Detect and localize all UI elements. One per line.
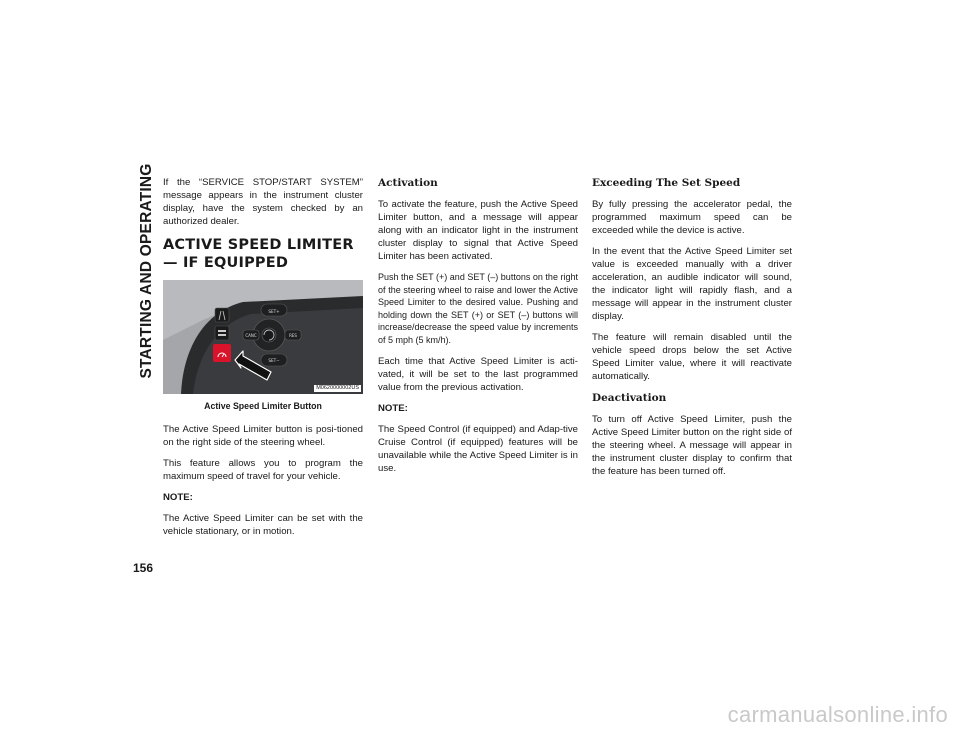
watermark: carmanualsonline.info	[727, 702, 948, 727]
note-text: The Active Speed Limiter can be set with the vehicle stationary, or in motion.	[163, 513, 363, 537]
exceed-warning-paragraph: In the event that the Active Speed Limiter set value is exceeded manually with a driver acceleration, an audible indicator will sound, the indicator light will rapidly flash, and a message will appear in the instrument cluster display.	[592, 246, 792, 322]
note-text: The Speed Control (if equipped) and Adap-tive Cruise Control (if equipped) features will be unavailable while the Active Speed Limiter is in use.	[378, 423, 578, 474]
last-value-paragraph: Each time that Active Speed Limiter is acti-vated, it will be set to the last programmed value from the previous activation.	[378, 355, 578, 393]
section-heading: ACTIVE SPEED LIMITER — IF EQUIPPED	[163, 237, 354, 271]
deactivation-paragraph: To turn off Active Speed Limiter, push the Active Speed Limiter button on the right side of the steering wheel. A message will appear in the instrument cluster display to confirm that the feature has been turned off.	[592, 414, 792, 477]
intro-paragraph: If the “SERVICE STOP/START SYSTEM” message appears in the instrument cluster display, have the system checked by an authorized dealer.	[163, 177, 363, 227]
figure-id: M0620000002US	[316, 385, 359, 391]
column-right	[592, 176, 792, 486]
exceed-paragraph: By fully pressing the accelerator pedal, the programmed maximum speed can be exceeded while the device is active.	[592, 199, 792, 236]
column-left	[163, 176, 363, 546]
section-side-tab	[132, 163, 162, 379]
note-label: NOTE:	[378, 402, 408, 414]
exceeding-heading: Exceeding The Set Speed	[592, 177, 741, 189]
activation-heading: Activation	[378, 177, 438, 189]
purpose-paragraph: This feature allows you to program the maximum speed of travel for your vehicle.	[163, 458, 363, 482]
set-plus-label: SET+	[268, 309, 280, 314]
location-paragraph: The Active Speed Limiter button is posi-tioned on the right side of the steering wheel.	[163, 424, 363, 448]
set-buttons-paragraph: Push the SET (+) and SET (–) buttons on the right of the steering wheel to raise and lower the Active Speed Limiter to the desired value. Pushing and holding down the SET (+) or SET (–) buttons will increase/decrease the speed value by increments of 5 mph (5 km/h).	[378, 272, 578, 345]
note-label: NOTE:	[163, 492, 193, 503]
deactivation-heading: Deactivation	[592, 392, 667, 404]
page-number: 156	[133, 561, 154, 575]
steering-wheel-figure	[163, 280, 363, 394]
column-middle	[378, 176, 578, 483]
figure-caption: Active Speed Limiter Button	[204, 401, 322, 411]
section-side-label: STARTING AND OPERATING	[138, 163, 155, 379]
reactivate-paragraph: The feature will remain disabled until the vehicle speed drops below the set Active Speed Limiter value, where it will reactivate automatically.	[592, 332, 792, 382]
set-minus-label: SET−	[268, 358, 280, 363]
activation-paragraph: To activate the feature, push the Active Speed Limiter button, and a message will appear along with an indicator light in the instrument cluster display to signal that Active Speed Limiter has been activated.	[378, 199, 578, 262]
canc-label: CANC	[245, 333, 257, 338]
steering-wheel-illustration	[163, 280, 363, 394]
res-label: RES	[289, 333, 297, 338]
